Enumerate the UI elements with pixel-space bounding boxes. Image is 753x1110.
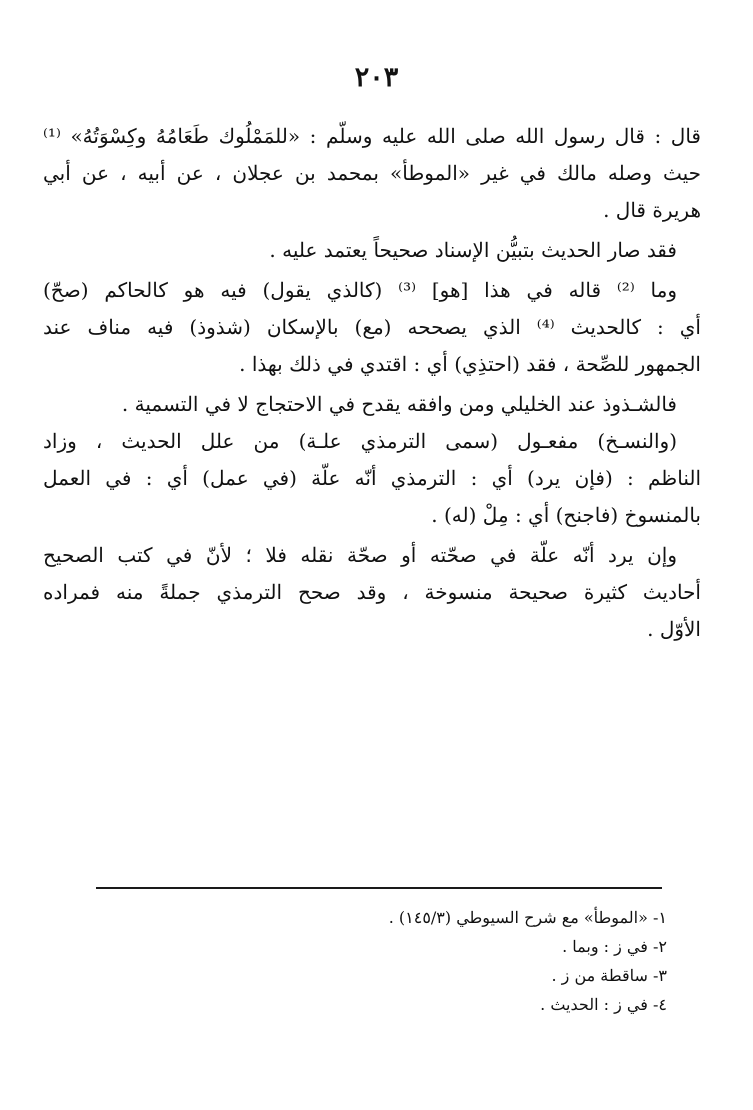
text-line: فقد صار الحديث بتبيُّن الإسناد صحيحاً يعتمد عليه . [269, 238, 677, 262]
text-line: أحاديث كثيرة صحيحة منسوخة ، وقد صحح الترمذي جملةً منه فمراده [43, 580, 701, 604]
text-line: وإن يرد أنّه علّة في صحّته أو صحّة نقله فلا ؛ لأنّ في كتب الصحيح [43, 543, 677, 567]
footnote: ٢- في ز : وبما . [562, 937, 667, 956]
text-line: (والنسـخ) مفعـول (سمى الترمذي علـة) من علل الحديث ، وزاد [43, 429, 677, 453]
text-line: هريرة قال . [603, 198, 701, 222]
main-text [43, 118, 701, 648]
footnote-divider [96, 887, 662, 889]
text-line: وما ⁽²⁾ قاله في هذا [هو] ⁽³⁾ (كالذي يقول) فيه هو كالحاكم (صحّ) [43, 278, 678, 302]
footnotes [87, 903, 667, 1019]
footnote: ٤- في ز : الحديث . [540, 995, 667, 1014]
text-line: فالشـذوذ عند الخليلي ومن وافقه يقدح في الاحتجاج لا في التسمية . [121, 392, 677, 416]
page-number: ٢٠٣ [354, 62, 399, 93]
text-line: بالمنسوخ (فاجنح) أي : مِلْ (له) . [431, 503, 701, 527]
footnote: ١- «الموطأ» مع شرح السيوطي (١٤٥/٣) . [388, 908, 667, 927]
text-line: حيث وصله مالك في غير «الموطأ» بمحمد بن عجلان ، عن أبيه ، عن أبي [43, 161, 701, 185]
text-line: قال : قال رسول الله صلى الله عليه وسلّم : «للمَمْلُوك طَعَامُهُ وكِسْوَتُهُ» ⁽¹⁾ [43, 124, 701, 148]
text-line: أي : كالحديث ⁽⁴⁾ الذي يصححه (مع) بالإسكان (شذوذ) فيه مناف عند [43, 315, 701, 339]
footnote: ٣- ساقطة من ز . [551, 966, 667, 985]
text-line: الأوّل . [647, 617, 701, 641]
text-line: الناظم : (فإن يرد) أي : الترمذي أنّه علّة (في عمل) أي : في العمل [43, 466, 701, 490]
text-line: الجمهور للصِّحة ، فقد (احتذِي) أي : اقتدي في ذلك بهذا . [239, 352, 701, 376]
